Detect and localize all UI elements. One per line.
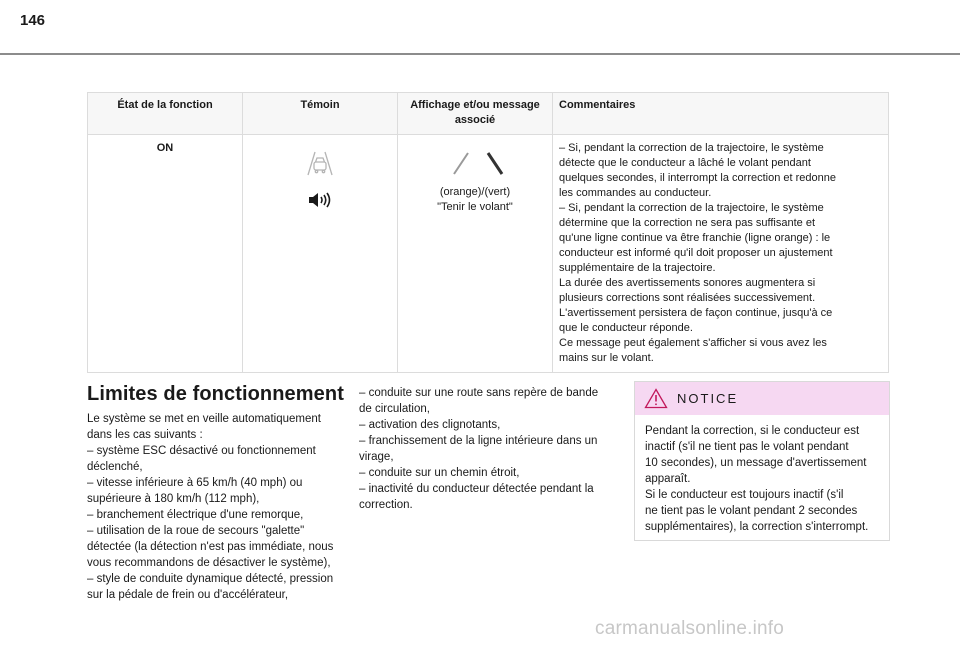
paragraph-line: – conduite sur une route sans repère de bande	[359, 387, 599, 399]
paragraph-line: Le système se met en veille automatiquement	[87, 413, 321, 425]
paragraph-line: – vitesse inférieure à 65 km/h (40 mph) ou	[87, 477, 303, 489]
comment-line: détermine que la correction ne sera pas suffisante et	[559, 217, 816, 229]
table-row	[88, 135, 889, 373]
limits-column-2	[359, 385, 621, 513]
display-caption-colors: (orange)/(vert)	[439, 186, 511, 198]
header-display: Affichage et/ou message associé	[398, 93, 553, 135]
paragraph-line: virage,	[359, 451, 394, 463]
header-state: État de la fonction	[88, 93, 243, 135]
sound-icon	[307, 191, 333, 209]
notice-line: Pendant la correction, si le conducteur est	[645, 425, 860, 437]
comment-line: les commandes au conducteur.	[559, 187, 712, 199]
paragraph-line: – branchement électrique d'une remorque,	[87, 509, 304, 521]
notice-title: NOTICE	[677, 391, 739, 406]
comment-line: que le conducteur réponde.	[559, 322, 693, 334]
function-status-table	[87, 92, 889, 373]
paragraph-line: déclenché,	[87, 461, 143, 473]
state-value: ON	[156, 142, 174, 154]
paragraph-line: – franchissement de la ligne intérieure dans un	[359, 435, 598, 447]
comment-line: mains sur le volant.	[559, 352, 654, 364]
section-title: Limites de fonctionnement	[87, 383, 344, 405]
limits-column-1	[87, 411, 347, 603]
comment-line: détecte que le conducteur a lâché le volant pendant	[559, 157, 811, 169]
lane-lines-icon	[440, 147, 510, 177]
paragraph-line: supérieure à 180 km/h (112 mph),	[87, 493, 260, 505]
paragraph-line: – utilisation de la roue de secours "galette"	[87, 525, 305, 537]
notice-line: inactif (s'il ne tient pas le volant pendant	[645, 441, 849, 453]
notice-body	[635, 415, 889, 535]
page-number: 146	[20, 12, 46, 29]
paragraph-line: vous recommandons de désactiver le système),	[87, 557, 331, 569]
notice-line: apparaît.	[645, 473, 691, 485]
notice-line: Si le conducteur est toujours inactif (s'il	[645, 489, 844, 501]
paragraph-line: – système ESC désactivé ou fonctionnement	[87, 445, 316, 457]
table-header-row	[88, 93, 889, 135]
notice-header	[635, 382, 889, 415]
lane-keeping-icon	[303, 149, 337, 177]
notice-box	[634, 381, 890, 541]
comments-cell	[553, 135, 889, 373]
paragraph-line: de circulation,	[359, 403, 430, 415]
paragraph-line: – style de conduite dynamique détecté, pression	[87, 573, 334, 585]
comment-line: Ce message peut également s'afficher si vous avez les	[559, 337, 827, 349]
paragraph-line: – conduite sur un chemin étroit,	[359, 467, 520, 479]
header-divider	[0, 53, 960, 55]
paragraph-line: détectée (la détection n'est pas immédiate, nous	[87, 541, 334, 553]
header-witness: Témoin	[243, 93, 398, 135]
comment-line: qu'une ligne continue va être franchie (ligne orange) : le	[559, 232, 831, 244]
comment-line: – Si, pendant la correction de la trajectoire, le système	[559, 142, 824, 154]
paragraph-line: sur la pédale de frein ou d'accélérateur,	[87, 589, 289, 601]
comment-line: conducteur est informé qu'il doit proposer un ajustement	[559, 247, 833, 259]
paragraph-line: dans les cas suivants :	[87, 429, 203, 441]
paragraph-line: – activation des clignotants,	[359, 419, 501, 431]
header-comments: Commentaires	[553, 93, 889, 135]
display-caption-message: "Tenir le volant"	[437, 201, 513, 213]
notice-line: ne tient pas le volant pendant 2 secondes	[645, 505, 858, 517]
comment-line: – Si, pendant la correction de la trajectoire, le système	[559, 202, 824, 214]
comment-line: quelques secondes, il interrompt la correction et redonne	[559, 172, 836, 184]
comment-line: La durée des avertissements sonores augmentera si	[559, 277, 816, 289]
notice-line: 10 secondes), un message d'avertissement	[645, 457, 867, 469]
comment-line: supplémentaire de la trajectoire.	[559, 262, 716, 274]
notice-line: supplémentaires), la correction s'interrompt.	[645, 521, 869, 533]
paragraph-line: – inactivité du conducteur détectée pendant la	[359, 483, 594, 495]
state-cell	[88, 135, 243, 373]
comment-line: plusieurs corrections sont réalisées successivement.	[559, 292, 816, 304]
watermark: carmanualsonline.info	[595, 618, 785, 639]
paragraph-line: correction.	[359, 499, 413, 511]
warning-triangle-icon	[644, 388, 668, 409]
display-cell	[398, 135, 553, 373]
comment-line: L'avertissement persistera de façon continue, jusqu'à ce	[559, 307, 833, 319]
witness-cell	[243, 135, 398, 373]
